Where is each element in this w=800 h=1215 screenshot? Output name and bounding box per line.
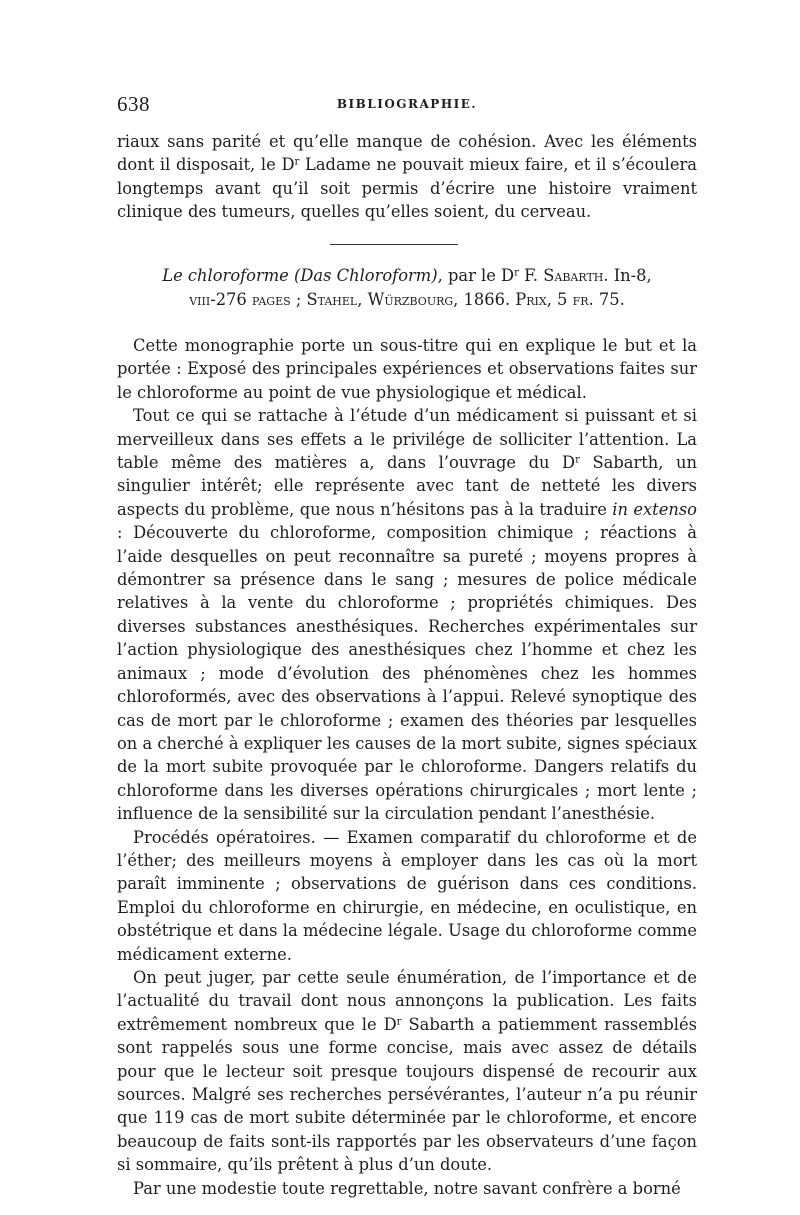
running-title: BIBLIOGRAPHIE.: [336, 97, 478, 111]
paragraph-5: Par une modestie toute regrettable, notre savant confrère a borné: [133, 1178, 681, 1198]
paragraph-4: On peut juger, par cette seule énumération, de l’importance et de l’actualité du travail dont nous annonçons la publication. Les faits extrêmement nombreux que le $D^r$ Sabarth a patiemment rassemblés sont rappelés sous une forme concise, mais avec assez de détails pour que le lecteur soit presque toujours dispensé de recourir aux sources. Malgré ses recherches persévérantes, l’auteur n’a pu réunir que 119 cas de mort subite déterminée par le chloroforme, et encore beaucoup de faits sont-ils rapportés par les observateurs d’une façon si sommaire, qu’ils prêtent à plus d’un doute.: [117, 967, 697, 1175]
paragraph-2: Tout ce qui se rattache à l’étude d’un médicament si puissant et si merveilleux dans ses effets a le privilége de solliciter l’attention. La table même des matières a, dans l’ouvrage du $D^r$ Sabarth, un singulier intérêt; elle représente avec tant de netteté les divers aspects du problème, que nous n’hésitons pas à la traduire in extenso : Découverte du chloroforme, composition chimique ; réactions à l’aide desquelles on peut reconnaître sa pureté ; moyens propres à démontrer sa présence dans le sang ; mesures de police médicale relatives à la vente du chloroforme ; propriétés chimiques. Des diverses substances anesthésiques. Recherches expérimentales sur l’action physiologique des anesthésiques chez l’homme et chez les animaux ; mode d’évolution des phénomènes chez les hommes chloroformés, avec des observations à l’appui. Relevé synoptique des cas de mort par le chloroforme ; examen des théories par lesquelles on a cherché à expliquer les causes de la mort subite, signes spéciaux de la mort subite provoquée par le chloroforme. Dangers relatifs du chloroforme dans les diverses opérations chirurgicales ; mort lente ; influence de la sensibilité sur la circulation pendant l’anesthésie.: [117, 406, 697, 824]
original-title: (Das Chloroform): [294, 266, 438, 285]
continuation-paragraph: riaux sans parité et qu’elle manque de cohésion. Avec les éléments dont il disposait, le $D^r$ Ladame ne pouvait mieux faire, et il s’écoulera longtemps avant qu’il soit permis d’écrire une histoire vraiment clinique des tumeurs, quelles qu’elles soient, du cerveau.: [117, 132, 697, 222]
section-divider: [330, 244, 458, 245]
running-head: [117, 92, 697, 122]
review-heading: Le chloroforme (Das Chloroform), par le $D^r$ F. Sabarth. In-8, viii-276 pages ; Stahel, Würzbourg, 1866. Prix, 5 fr. 75.: [162, 266, 652, 309]
page-number: 638: [117, 92, 150, 116]
author-name: Sabarth: [543, 266, 604, 285]
publication-details: viii-276 pages ; Stahel, Würzbourg, 1866. Prix, 5 fr. 75.: [189, 290, 625, 309]
paragraph-1: Cette monographie porte un sous-titre qui en explique le but et la portée : Exposé des principales expériences et observations faites sur le chloroforme au point de vue physiologique et médical.: [117, 336, 697, 402]
review-body: [117, 334, 697, 1200]
paragraph-3: Procédés opératoires. — Examen comparatif du chloroforme et de l’éther; des meilleurs moyens à employer dans les cas où la mort paraît imminente ; observations de guérison dans ces conditions. Emploi du chloroforme en chirurgie, en médecine, en oculistique, en obstétrique et dans la médecine légale. Usage du chloroforme comme médicament externe.: [117, 827, 697, 964]
book-title: Le chloroforme: [162, 266, 289, 285]
